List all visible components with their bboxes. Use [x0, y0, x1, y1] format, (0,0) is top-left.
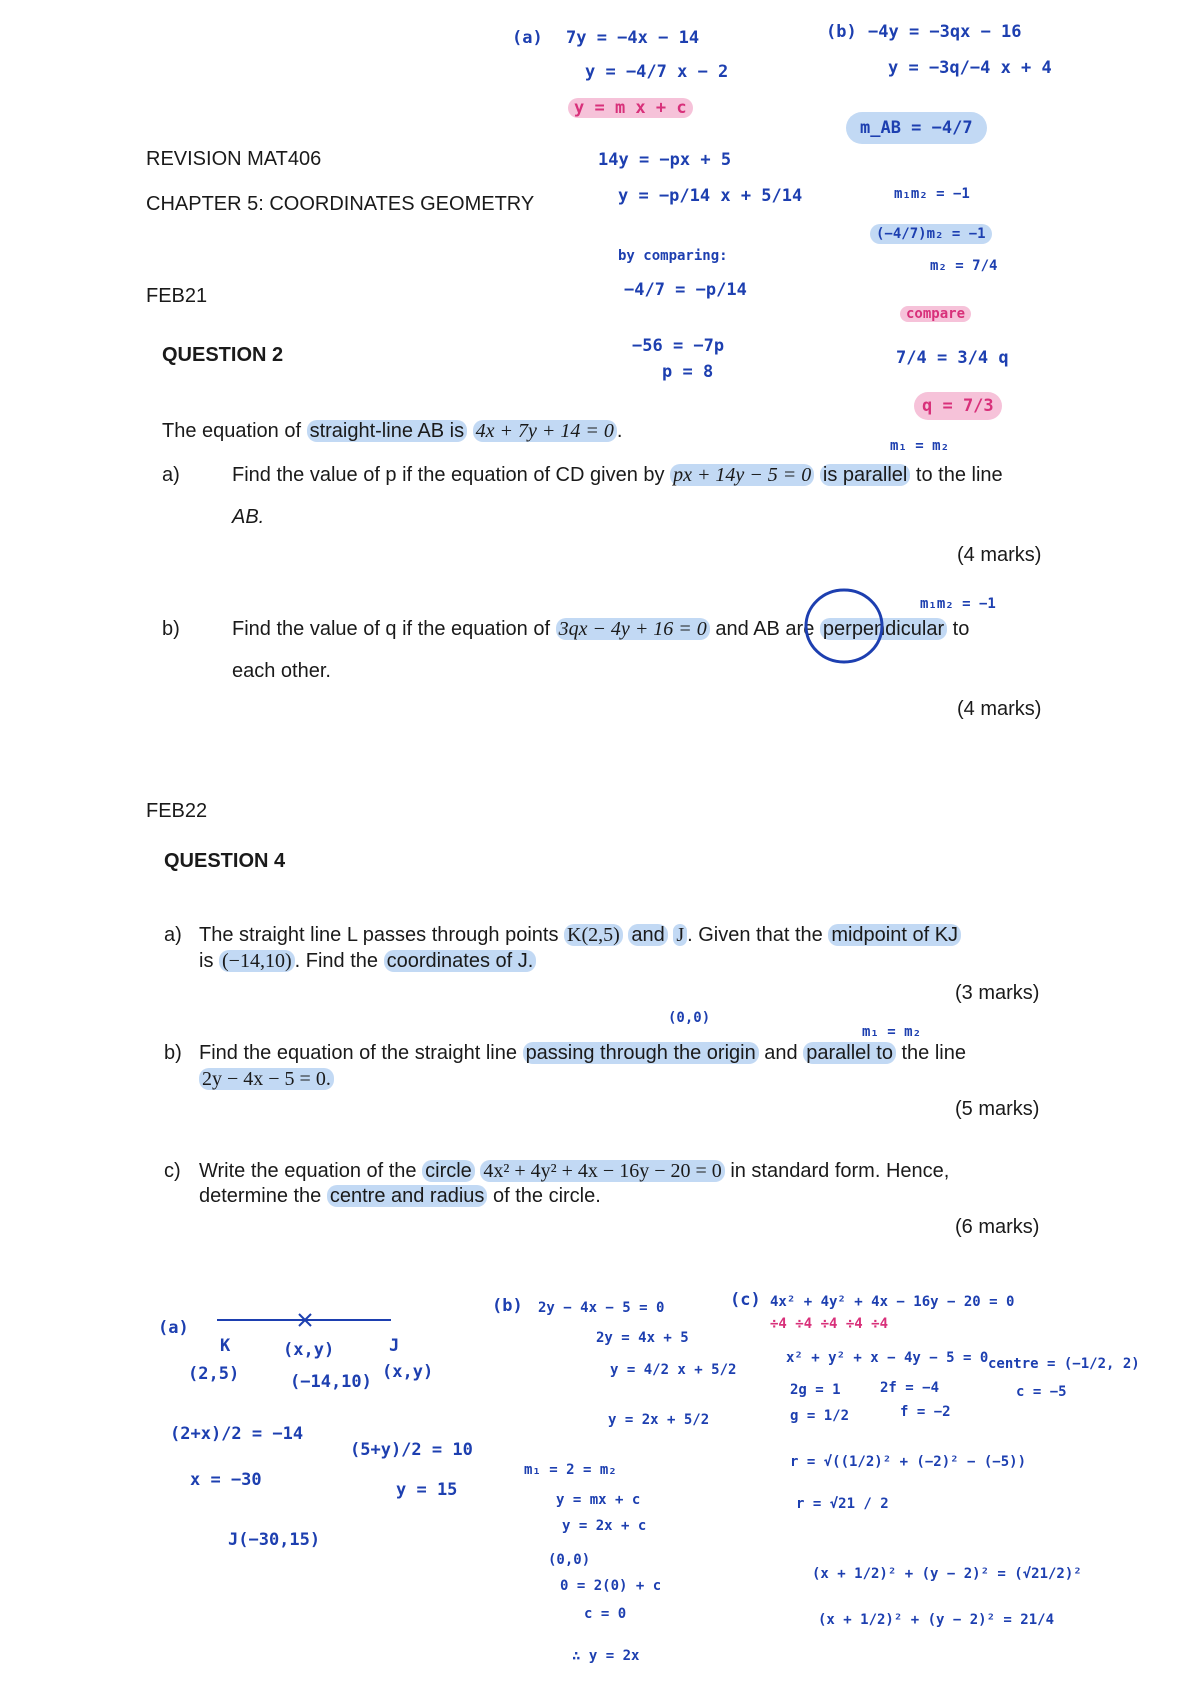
hw-q2a-l9: p = 8	[662, 362, 714, 382]
hw-q4c-label: (c)	[730, 1290, 761, 1310]
hw-q2b-l2: y = −3q/−4 x + 4	[888, 58, 1052, 78]
q4a-point-k: K(2,5)	[564, 924, 623, 946]
hw-q4b-l6: y = mx + c	[556, 1492, 641, 1508]
q2b-label: b)	[162, 618, 180, 640]
q2b-text5: each other.	[232, 660, 331, 682]
hw-q4c-centre: centre = (−1/2, 2)	[988, 1356, 1140, 1372]
hw-q4c-l1b: ÷4 ÷4 ÷4 ÷4 ÷4	[770, 1316, 889, 1332]
hw-q4a-eq3: (5+y)/2 = 10	[350, 1440, 473, 1460]
hw-q2a-l6: by comparing:	[618, 248, 728, 264]
hw-q4a-mid: (x,y)	[283, 1340, 335, 1360]
hw-q4a-k: K	[220, 1336, 231, 1356]
q2-stem-equation: 4x + 7y + 14 = 0	[473, 420, 617, 442]
q2b-text2: and AB are	[715, 618, 815, 640]
q4c-line2-end: of the circle.	[492, 1185, 601, 1207]
hw-q4c-l2: x² + y² + x − 4y − 5 = 0	[786, 1350, 989, 1366]
q2a-text3: to the line	[915, 464, 1003, 486]
hw-q2b-l5: (−4/7)m₂ = −1	[870, 224, 992, 244]
kj-segment	[215, 1310, 395, 1330]
q2b-text1: Find the value of q if the equation of	[232, 618, 550, 640]
session-feb21: FEB21	[146, 285, 208, 307]
q4c-line2-pre: determine the	[199, 1185, 322, 1207]
hw-q2b-l4: m₁m₂ = −1	[894, 186, 970, 202]
q4b-and: and	[764, 1042, 798, 1064]
hw-q4a-eq4: y = 15	[396, 1480, 458, 1500]
hw-q4c-l3b: 2f = −4	[880, 1380, 940, 1396]
q4c-line2	[199, 1185, 601, 1208]
q4b-line1	[199, 1042, 966, 1065]
hw-q2b-l7: compare	[900, 306, 971, 322]
q4b-equation: 2y − 4x − 5 = 0.	[199, 1068, 334, 1090]
hw-q2a-l3: y = m x + c	[568, 98, 693, 118]
q2b-text4: to	[952, 618, 970, 640]
q4c-marks: (6 marks)	[955, 1216, 1040, 1238]
hw-q2b-l1: −4y = −3qx − 16	[868, 22, 1022, 42]
hw-q4b-l1: 2y − 4x − 5 = 0	[538, 1300, 665, 1316]
q4b-line2	[199, 1068, 334, 1091]
q4c-line1-pre: Write the equation of the	[199, 1160, 417, 1182]
q2a-marks: (4 marks)	[957, 544, 1042, 566]
q2a-text1: Find the value of p if the equation of CD given by	[232, 464, 665, 486]
hw-q2a-l2: y = −4/7 x − 2	[585, 62, 729, 82]
hw-q2b-l9: q = 7/3	[914, 392, 1002, 420]
hw-q4c-s2: (x + 1/2)² + (y − 2)² = 21/4	[818, 1612, 1055, 1628]
q4c-equation: 4x² + 4y² + 4x − 16y − 20 = 0	[480, 1160, 724, 1182]
q2b-perpendicular: perpendicular	[820, 618, 947, 640]
q4b-line1-pre: Find the equation of the straight line	[199, 1042, 517, 1064]
q4c-line1-end: in standard form. Hence,	[730, 1160, 950, 1182]
hw-q4c-r2: r = √21 / 2	[796, 1496, 889, 1512]
hw-q4b-l5: m₁ = 2 = m₂	[524, 1462, 617, 1478]
hw-q2a-l5: y = −p/14 x + 5/14	[618, 186, 803, 206]
q2-stem-prefix: The equation of	[162, 420, 301, 442]
hw-q4b-m-note: m₁ = m₂	[862, 1024, 922, 1040]
q2a-equation: px + 14y − 5 = 0	[670, 464, 814, 486]
question-2-title: QUESTION 2	[162, 344, 284, 366]
hw-q2b-l10: m₁m₂ = −1	[920, 596, 996, 612]
hw-q4b-l10: c = 0	[584, 1606, 627, 1622]
q4c-circle: circle	[422, 1160, 475, 1182]
q2a-label: a)	[162, 464, 180, 486]
q4a-coord: (−14,10)	[219, 950, 295, 972]
hw-q4b-label: (b)	[492, 1296, 523, 1316]
hw-q2a-l7: −4/7 = −p/14	[624, 280, 747, 300]
hw-q4b-l9: 0 = 2(0) + c	[560, 1578, 662, 1594]
q4a-line1	[199, 924, 961, 947]
q2-stem-end: .	[616, 420, 623, 442]
q4a-and: and	[628, 924, 667, 946]
q4b-line1-end: the line	[901, 1042, 966, 1064]
q4a-line1-pre: The straight line L passes through points	[199, 924, 559, 946]
q4b-origin: passing through the origin	[523, 1042, 759, 1064]
q4a-midpoint: midpoint of KJ	[828, 924, 961, 946]
hw-q2a-l4: 14y = −px + 5	[598, 150, 732, 170]
course-title: REVISION MAT406	[146, 148, 322, 170]
hw-q4b-l8: (0,0)	[548, 1552, 591, 1568]
q4a-label: a)	[164, 924, 182, 946]
hw-q2a-l10: m₁ = m₂	[890, 438, 950, 454]
hw-q4b-l11: ∴ y = 2x	[572, 1648, 640, 1664]
q4a-marks: (3 marks)	[955, 982, 1040, 1004]
q4a-line2-mid: . Find the	[294, 950, 379, 972]
q2a-text4: AB.	[232, 506, 265, 528]
q4b-parallel: parallel to	[803, 1042, 896, 1064]
hw-q4a-j-coord: (x,y)	[382, 1362, 434, 1382]
session-feb22: FEB22	[146, 800, 208, 822]
hw-q4a-k-coord: (2,5)	[188, 1364, 240, 1384]
hw-q4b-l2: 2y = 4x + 5	[596, 1330, 689, 1346]
q4c-label: c)	[164, 1160, 181, 1182]
hw-q4a-eq2: x = −30	[190, 1470, 262, 1490]
hw-q2a-l1: 7y = −4x − 14	[566, 28, 700, 48]
q2b-equation: 3qx − 4y + 16 = 0	[556, 618, 710, 640]
hw-q4c-l4: g = 1/2	[790, 1408, 850, 1424]
hw-q2a-label: (a)	[512, 28, 543, 48]
q2a-parallel: is parallel	[820, 464, 910, 486]
hw-q4c-l3: 2g = 1	[790, 1382, 841, 1398]
hw-q4b-l4: y = 2x + 5/2	[608, 1412, 710, 1428]
hw-q4c-c: c = −5	[1016, 1384, 1067, 1400]
q4a-coordinates-of-j: coordinates of J.	[384, 950, 537, 972]
hw-q4c-r1: r = √((1/2)² + (−2)² − (−5))	[790, 1454, 1027, 1470]
q4c-centre-radius: centre and radius	[327, 1185, 488, 1207]
hw-q4c-l1: 4x² + 4y² + 4x − 16y − 20 = 0	[770, 1294, 1015, 1310]
hw-q2b-label: (b)	[826, 22, 857, 42]
q2b-marks: (4 marks)	[957, 698, 1042, 720]
hw-q4c-s1: (x + 1/2)² + (y − 2)² = (√21/2)²	[812, 1566, 1082, 1582]
hw-q4a-j: J	[389, 1336, 400, 1356]
q4c-line1	[199, 1160, 949, 1183]
hw-q4a-eq1: (2+x)/2 = −14	[170, 1424, 304, 1444]
hw-q4a-mid-coord: (−14,10)	[290, 1372, 372, 1392]
q2-stem	[162, 420, 622, 443]
circle-annotation	[800, 580, 890, 670]
hw-q4c-l4b: f = −2	[900, 1404, 951, 1420]
q4a-line1-mid: . Given that the	[687, 924, 823, 946]
q4b-marks: (5 marks)	[955, 1098, 1040, 1120]
hw-q4b-l7: y = 2x + c	[562, 1518, 647, 1534]
q4a-line2-pre: is	[199, 950, 214, 972]
hw-q2a-l8: −56 = −7p	[632, 336, 725, 356]
q2a-text	[232, 464, 1003, 487]
q4a-line2	[199, 950, 536, 973]
chapter-title: CHAPTER 5: COORDINATES GEOMETRY	[146, 193, 535, 215]
hw-q4a-label: (a)	[158, 1318, 189, 1338]
hw-q2b-l3: m_AB = −4/7	[846, 112, 987, 144]
hw-q2b-l8: 7/4 = 3/4 q	[896, 348, 1009, 368]
q2-stem-highlight: straight-line AB is	[307, 420, 468, 442]
hw-q4b-l3: y = 4/2 x + 5/2	[610, 1362, 737, 1378]
hw-q4b-origin-note: (0,0)	[668, 1010, 711, 1026]
hw-q4a-ans: J(−30,15)	[228, 1530, 321, 1550]
q4a-point-j: J	[673, 924, 687, 946]
q4b-label: b)	[164, 1042, 182, 1064]
hw-q2b-l6: m₂ = 7/4	[930, 258, 998, 274]
question-4-title: QUESTION 4	[164, 850, 286, 872]
